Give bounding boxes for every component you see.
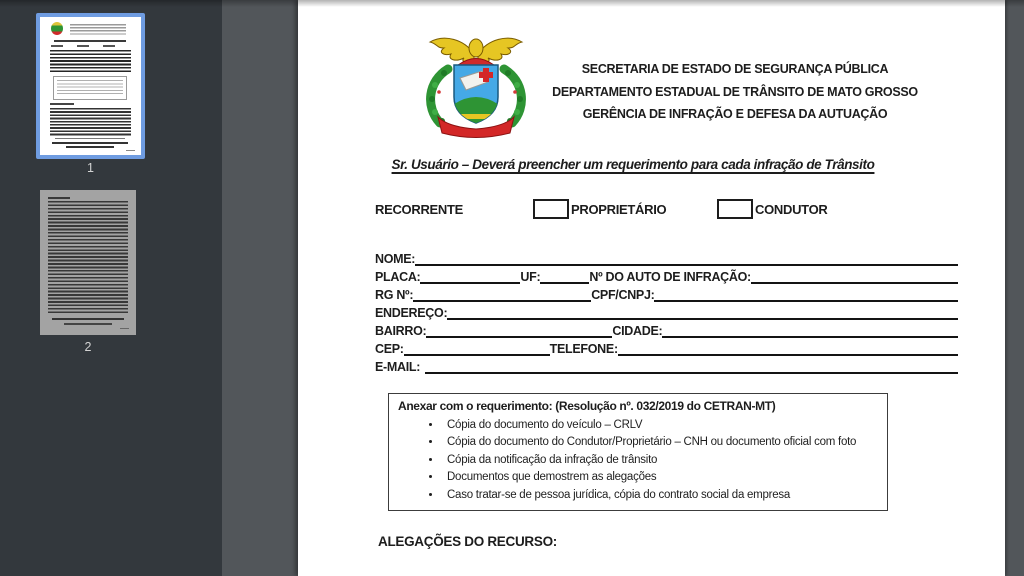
thumbnail-content-lines [52,318,124,320]
field-row-nome [375,248,958,266]
thumbnail-content-lines [50,50,131,73]
thumbnail-content-box [53,76,127,100]
thumbnail-content-lines [48,197,70,199]
instruction-banner: Sr. Usuário – Deverá preencher um requerimento para cada infração de Trânsito [391,157,875,172]
auto-infracao-writein-line [751,272,958,284]
attachments-list [398,417,879,504]
condutor-label: CONDUTOR [755,202,828,217]
bairro-label: BAIRRO: [375,324,427,338]
endereco-label: ENDEREÇO: [375,306,448,320]
thumbnail-page-1[interactable] [36,13,145,159]
rg-label: RG Nº: [375,288,414,302]
mato-grosso-coat-of-arms [420,34,532,140]
thumbnail-content-lines [64,323,112,325]
thumbnail-content-lines [50,103,74,105]
condutor-checkbox[interactable] [717,199,753,219]
endereco-writein-line [447,308,958,320]
telefone-label: TELEFONE: [549,342,618,356]
placa-writein-line [420,272,520,284]
attachments-title: Anexar com o requerimento: (Resolução nº. 032/2019 do CETRAN-MT) [398,399,776,413]
nome-label: NOME: [375,252,416,266]
field-row-placa [375,266,958,284]
thumbnail-content-lines [120,328,129,329]
field-row-endereco [375,302,958,320]
uf-writein-line [540,272,589,284]
auto-infracao-label: Nº DO AUTO DE INFRAÇÃO: [589,270,751,284]
attachment-item: • Documentos que demostrem as alegações [442,469,879,486]
document-page [298,0,1005,576]
thumbnail-page-2[interactable] [40,190,136,335]
allegations-label: ALEGAÇÕES DO RECURSO: [378,534,557,549]
thumbnail-content-lines [52,142,128,144]
cep-label: CEP: [375,342,404,356]
cidade-label: CIDADE: [612,324,663,338]
cep-writein-line [404,344,550,356]
cpf-cnpj-label: CPF/CNPJ: [591,288,655,302]
proprietario-label: PROPRIETÁRIO [571,202,667,217]
bairro-writein-line [426,326,612,338]
attachment-item: • Cópia da notificação da infração de trânsito [442,452,879,469]
page-number-2: 2 [84,340,92,354]
thumbnail-content-lines [126,150,135,151]
org-header-line-1: SECRETARIA DE ESTADO DE SEGURANÇA PÚBLICA [581,62,889,76]
proprietario-checkbox[interactable] [533,199,569,219]
email-label: E-MAIL: [375,360,421,374]
thumbnail-content-lines [50,108,131,136]
org-header-line-2: DEPARTAMENTO ESTADUAL DE TRÂNSITO DE MATO GROSSO [552,84,918,99]
thumbnail-content-lines [70,24,126,35]
field-row-cep [375,338,958,356]
attachment-item: • Cópia do documento do veículo – CRLV [442,417,879,434]
thumbnail-content-lines [51,45,121,47]
placa-label: PLACA: [375,270,421,284]
cpf-cnpj-writein-line [654,290,958,302]
thumbnail-content-lines [66,146,114,148]
thumbnail-content-lines [48,201,128,313]
telefone-writein-line [618,344,958,356]
field-row-email [375,356,958,374]
attachments-box [388,393,888,511]
thumbnail-logo-mark [51,22,63,35]
attachment-item: • Caso tratar-se de pessoa jurídica, cópia do contrato social da empresa [442,487,879,504]
org-header [548,58,922,126]
attachment-item: • Cópia do documento do Condutor/Proprietário – CNH ou documento oficial com foto [442,434,879,451]
rg-writein-line [413,290,591,302]
page-number-1: 1 [87,161,94,175]
field-row-rg [375,284,958,302]
nome-writein-line [415,254,958,266]
thumbnail-content-lines [54,40,126,42]
form-fields [375,248,958,374]
field-row-bairro [375,320,958,338]
thumbnail-content-lines [55,138,125,139]
org-header-line-3: GERÊNCIA DE INFRAÇÃO E DEFESA DA AUTUAÇÃO [582,107,888,121]
recorrente-label: RECORRENTE [375,202,464,217]
cidade-writein-line [662,326,958,338]
thumbnail-sidebar [0,0,222,576]
email-writein-line [425,362,958,374]
uf-label: UF: [520,270,541,284]
